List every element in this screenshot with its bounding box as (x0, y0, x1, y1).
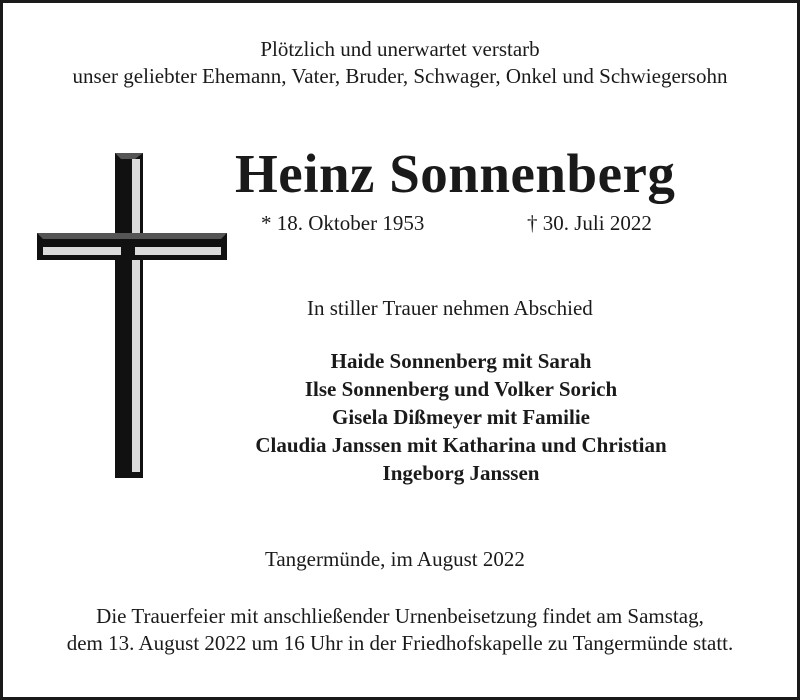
farewell-text: In stiller Trauer nehmen Abschied (307, 296, 593, 320)
birth-date: * 18. Oktober 1953 (261, 211, 425, 235)
funeral-info (3, 603, 797, 657)
funeral-line-2: dem 13. August 2022 um 16 Uhr in der Friedhofskapelle zu Tangermünde statt. (66, 631, 734, 655)
intro-line-1: Plötzlich und unerwartet verstarb (260, 37, 540, 61)
intro-line-2: unser geliebter Ehemann, Vater, Bruder, Schwager, Onkel und Schwiegersohn (72, 64, 728, 88)
mourner-item: Ilse Sonnenberg und Volker Sorich (304, 377, 618, 401)
cross-icon (37, 153, 227, 478)
death-date: † 30. Juli 2022 (527, 211, 652, 235)
mourner-item: Ingeborg Janssen (382, 461, 540, 485)
mourner-item: Haide Sonnenberg mit Sarah (330, 349, 592, 373)
deceased-name: Heinz Sonnenberg (235, 143, 676, 204)
mourner-item: Claudia Janssen mit Katharina und Christian (255, 433, 667, 457)
mourners-list (235, 347, 687, 487)
mourner-item: Gisela Dißmeyer mit Familie (332, 405, 590, 429)
place-date: Tangermünde, im August 2022 (265, 547, 525, 571)
intro-text (3, 36, 797, 90)
funeral-line-1: Die Trauerfeier mit anschließender Urnenbeisetzung findet am Samstag, (96, 604, 704, 628)
